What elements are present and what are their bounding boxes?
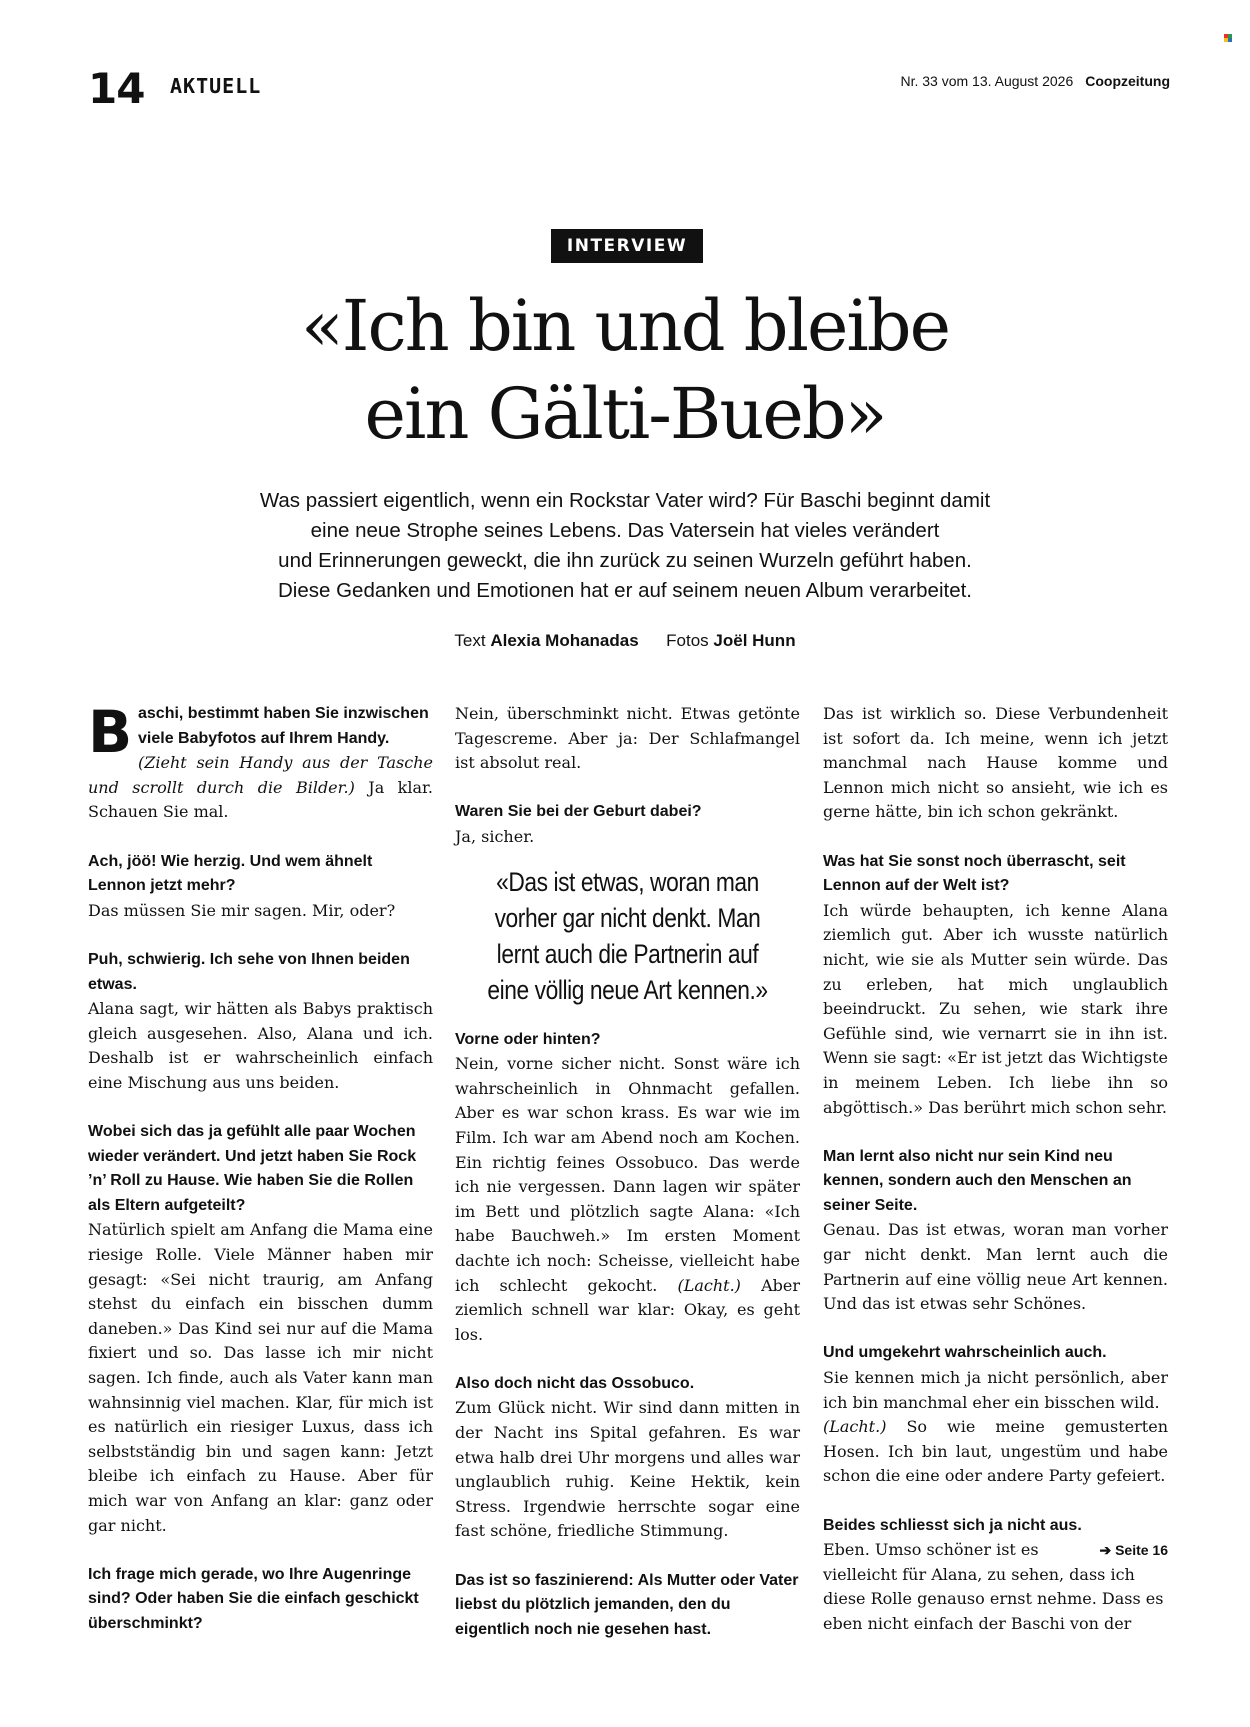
question: Baschi, bestimmt haben Sie inzwischen viele Babyfotos auf Ihrem Handy.	[88, 698, 429, 766]
text-label: Text	[454, 631, 486, 650]
interview-tag: INTERVIEW	[551, 229, 703, 263]
answer: Das müssen Sie mir sagen. Mir, oder?	[88, 900, 396, 920]
question: Ach, jöö! Wie herzig. Und wem ähnelt Lennon jetzt mehr?	[88, 852, 373, 895]
answer: Alana sagt, wir hätten als Babys praktisch gleich ausgesehen. Also, Alana und ich. Deshalb ist er wahrscheinlich einfach eine Mischung aus uns beiden.	[88, 999, 433, 1092]
lead-paragraph	[150, 486, 1100, 606]
answer: Das ist wirklich so. Diese Verbundenheit ist sofort da. Ich meine, wenn ich jetzt manchmal nach Hause komme und Lennon mich nicht so ansieht, wie ich es gerne hätte, bin ich schon gekränkt.	[823, 704, 1168, 822]
headline	[100, 282, 1150, 458]
lead-line: und Erinnerungen geweckt, die ihn zurück zu seinen Wurzeln geführt haben.	[278, 549, 972, 572]
issue-info	[900, 72, 1170, 90]
article-column-2	[455, 702, 800, 1642]
answer: Genau. Das ist etwas, woran man vorher gar nicht denkt. Man lernt auch die Partnerin auf eine völlig neue Art kennen. Und das ist etwas sehr Schönes.	[823, 1220, 1168, 1314]
pull-quote-line: vorher gar nicht denkt. Man	[494, 902, 761, 933]
drop-cap: B	[88, 698, 133, 766]
question: Puh, schwierig. Ich sehe von Ihnen beiden etwas.	[88, 950, 410, 993]
headline-line: «Ich bin und bleibe	[300, 285, 950, 367]
photo-author: Joël Hunn	[713, 631, 796, 650]
photo-label: Fotos	[666, 631, 709, 650]
article-column-3	[823, 702, 1168, 1637]
color-registration-mark	[1224, 34, 1232, 42]
lead-line: Was passiert eigentlich, wenn ein Rockstar Vater wird? Für Baschi beginnt damit	[259, 489, 991, 512]
section-label: AKTUELL	[170, 74, 262, 98]
continued-on-page-link[interactable]: ➔ Seite 16	[1099, 1542, 1168, 1559]
lead-line: Diese Gedanken und Emotionen hat er auf seinem neuen Album verarbeitet.	[277, 579, 973, 602]
page-number: 14	[88, 64, 145, 113]
answer: Ja, sicher.	[455, 826, 535, 846]
headline-line: ein Gälti-Bueb»	[364, 373, 886, 455]
answer: ➔ Seite 16 Eben. Umso schöner ist es vielleicht für Alana, zu sehen, dass ich diese Rolle genauso ernst nehme. Dass es eben nicht einfach der Baschi von der	[823, 1540, 1168, 1633]
text-author: Alexia Mohanadas	[490, 631, 639, 650]
pull-quote-line: eine völlig neue Art kennen.»	[487, 974, 768, 1005]
question: Was hat Sie sonst noch überrascht, seit Lennon auf der Welt ist?	[823, 852, 1126, 895]
question: Man lernt also nicht nur sein Kind neu kennen, sondern auch den Menschen an seiner Seite.	[823, 1147, 1132, 1214]
question: Waren Sie bei der Geburt dabei?	[455, 803, 702, 821]
pull-quote	[455, 864, 800, 1008]
answer: Zum Glück nicht. Wir sind dann mitten in der Nacht ins Spital gefahren. Es war etwa halb drei Uhr morgens und alles war unglaublich ruhig. Keine Hektik, kein Stress. Irgendwie herrschte sogar eine fast schöne, friedliche Stimmung.	[455, 1398, 800, 1541]
lead-line: eine neue Strophe seines Lebens. Das Vatersein hat vieles verändert	[310, 519, 940, 542]
answer: (Zieht sein Handy aus der Tasche und scrollt durch die Bilder.) Ja klar. Schauen Sie mal.	[88, 753, 433, 822]
answer: Natürlich spielt am Anfang die Mama eine riesige Rolle. Viele Männer haben mir gesagt: «Sei nicht traurig, am Anfang stehst du einfach ein bisschen dumm daneben.» Das Kind sei nur auf die Mama fixiert und so. Das lasse ich mir nicht sagen. Ich finde, auch als Vater kann man wahnsinnig viel machen. Klar, für mich ist es natürlich ein riesiger Luxus, dass ich selbstständig bin und sagen kann: Jetzt bleibe ich einfach zu Hause. Aber für mich war von Anfang an klar: ganz oder gar nicht.	[88, 1220, 433, 1535]
question: Wobei sich das ja gefühlt alle paar Wochen wieder verändert. Und jetzt haben Sie Rock ’n’ Roll zu Hause. Wie haben Sie die Rollen als Eltern aufgeteilt?	[88, 1123, 417, 1214]
question: Vorne oder hinten?	[455, 1030, 601, 1048]
publication-name: Coopzeitung	[1085, 73, 1170, 89]
byline	[250, 630, 1000, 652]
question: Beides schliesst sich ja nicht aus.	[823, 1516, 1082, 1534]
question: Also doch nicht das Ossobuco.	[455, 1374, 695, 1392]
question: Das ist so faszinierend: Als Mutter oder Vater liebst du plötzlich jemanden, den du eigentlich noch nie gesehen hast.	[455, 1571, 799, 1638]
question: Ich frage mich gerade, wo Ihre Augenringe sind? Oder haben Sie die einfach geschickt überschminkt?	[88, 1565, 419, 1632]
answer: Nein, vorne sicher nicht. Sonst wäre ich wahrscheinlich in Ohnmacht gefallen. Aber es war schon krass. Es war wie im Film. Ich war am Abend noch am Kochen. Ein richtig feines Ossobuco. Das werde ich nie vergessen. Dann lagen wir später im Bett und plötzlich sagte Alana: «Ich habe Bauchweh.» Im ersten Moment dachte ich noch: Scheisse, vielleicht habe ich schlecht gekocht. (Lacht.) Aber ziemlich schnell war klar: Okay, es geht los.	[455, 1054, 800, 1344]
answer: Sie kennen mich ja nicht persönlich, aber ich bin manchmal eher ein bisschen wild. (Lacht.) So wie meine gemusterten Hosen. Ich bin laut, ungestüm und habe schon die eine oder andere Party gefeiert.	[823, 1368, 1168, 1486]
pull-quote-line: «Das ist etwas, woran man	[496, 866, 759, 897]
issue-date: Nr. 33 vom 13. August 2026	[900, 73, 1074, 89]
answer: Ich würde behaupten, ich kenne Alana ziemlich gut. Aber ich wusste natürlich nicht, wie sie als Mutter sein würde. Das zu erleben, hat mich unglaublich beeindruckt. Zu sehen, wie stark ihre Gefühle sind, wie vernarrt sie in ihn ist. Wenn sie sagt: «Er ist jetzt das Wichtigste in meinem Leben. Ich liebe ihn so abgöttisch.» Das berührt mich schon sehr.	[823, 900, 1168, 1117]
answer: Nein, überschminkt nicht. Etwas getönte Tagescreme. Aber ja: Der Schlafmangel ist absolut real.	[455, 704, 800, 773]
article-column-1	[88, 698, 433, 1637]
question: Und umgekehrt wahrscheinlich auch.	[823, 1344, 1107, 1362]
pull-quote-line: lernt auch die Partnerin auf	[496, 938, 759, 969]
